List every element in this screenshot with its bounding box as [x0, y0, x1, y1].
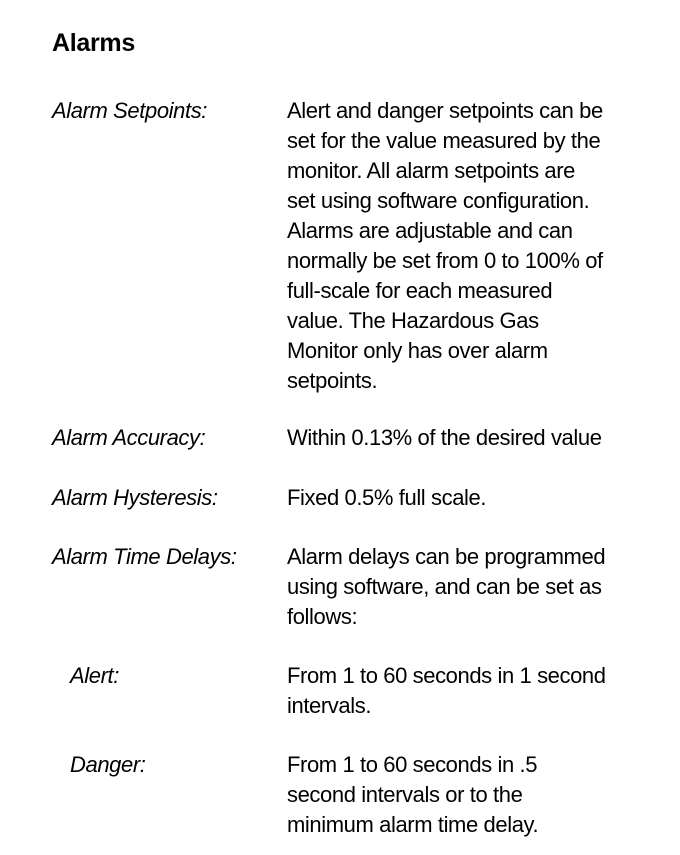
spec-value-line: set using software configuration.	[287, 188, 590, 213]
spec-value-line: normally be set from 0 to 100% of	[287, 248, 603, 273]
spec-value-line: Alarm delays can be programmed	[287, 544, 606, 569]
spec-value-line: From 1 to 60 seconds in .5	[287, 752, 538, 777]
spec-value-line: follows:	[287, 604, 358, 629]
spec-value	[287, 542, 627, 632]
spec-label: Danger:	[70, 752, 146, 777]
spec-label: Alert:	[70, 663, 119, 688]
spec-value-line: minimum alarm time delay.	[287, 812, 539, 837]
spec-value-line: set for the value measured by the	[287, 128, 601, 153]
spec-value-line: Within 0.13% of the desired value	[287, 425, 602, 450]
spec-value-line: using software, and can be set as	[287, 574, 602, 599]
spec-value	[287, 423, 627, 453]
spec-value-line: monitor. All alarm setpoints are	[287, 158, 576, 183]
spec-value	[287, 483, 627, 513]
spec-value-line: Fixed 0.5% full scale.	[287, 485, 487, 510]
spec-value-line: From 1 to 60 seconds in 1 second	[287, 663, 606, 688]
spec-label: Alarm Hysteresis:	[52, 485, 218, 510]
spec-value-line: second intervals or to the	[287, 782, 523, 807]
spec-value-line: Alert and danger setpoints can be	[287, 98, 603, 123]
spec-value-line: full-scale for each measured	[287, 278, 553, 303]
spec-value-line: Alarms are adjustable and can	[287, 218, 573, 243]
spec-value-line: setpoints.	[287, 368, 378, 393]
spec-label: Alarm Accuracy:	[52, 425, 206, 450]
spec-value	[287, 750, 627, 840]
spec-value	[287, 661, 627, 721]
spec-value-line: value. The Hazardous Gas	[287, 308, 539, 333]
spec-value-line: intervals.	[287, 693, 372, 718]
spec-value-line: Monitor only has over alarm	[287, 338, 548, 363]
spec-label: Alarm Setpoints:	[52, 98, 208, 123]
section-heading: Alarms	[52, 29, 135, 57]
spec-value	[287, 96, 627, 396]
spec-label: Alarm Time Delays:	[52, 544, 237, 569]
